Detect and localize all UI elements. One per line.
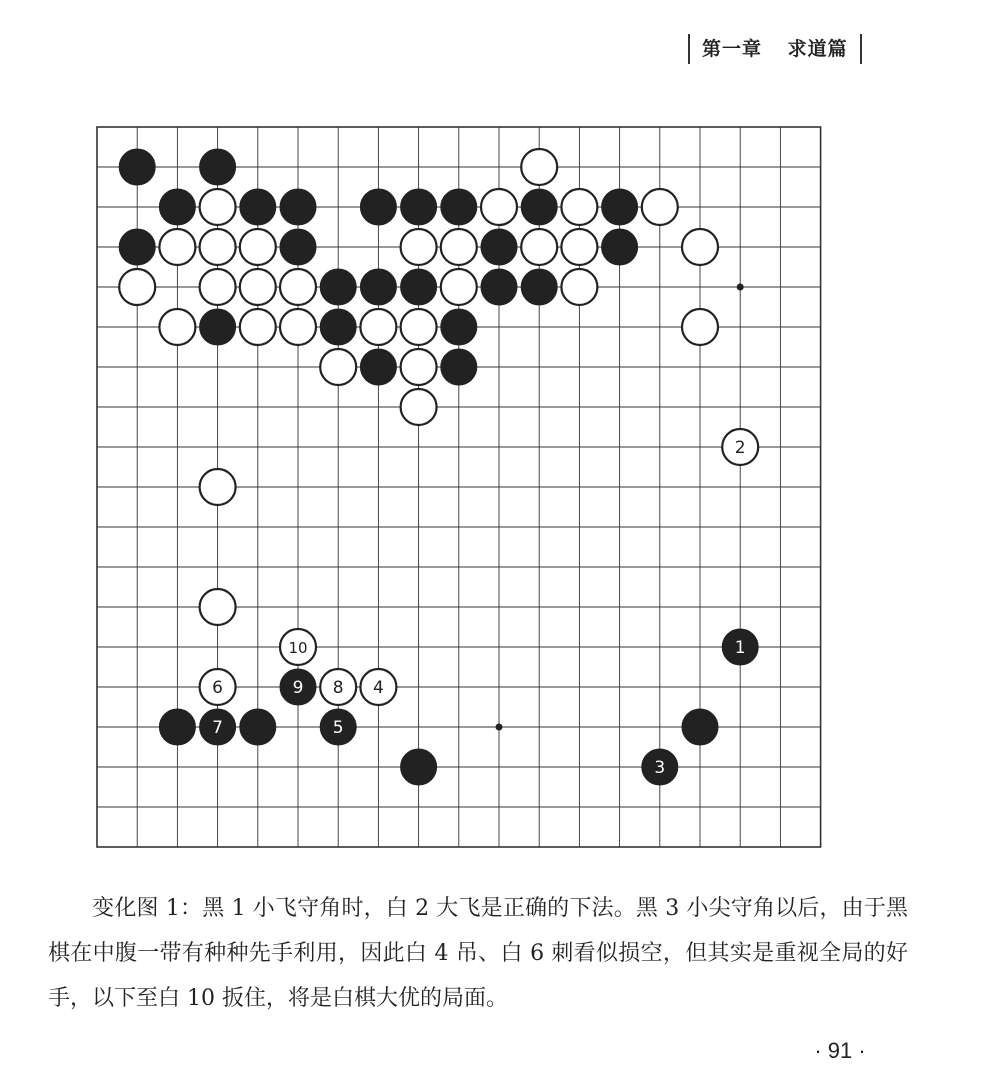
black-stone [521, 269, 557, 305]
page-number: · 91 · [814, 1038, 866, 1063]
black-stone [240, 189, 276, 225]
white-stone [441, 269, 477, 305]
white-stone [200, 269, 236, 305]
black-stone [200, 149, 236, 185]
white-stone [682, 229, 718, 265]
move-number: 7 [212, 718, 224, 738]
move-number: 9 [292, 678, 304, 698]
white-stone [320, 349, 356, 385]
star-point [737, 284, 744, 291]
white-stone [561, 229, 597, 265]
move-number: 10 [288, 639, 308, 657]
black-stone [119, 229, 155, 265]
move-number: 2 [734, 438, 746, 458]
black-stone [401, 269, 437, 305]
chapter-label: 第一章 [702, 38, 763, 60]
black-stone [441, 189, 477, 225]
black-stone [602, 229, 638, 265]
running-head [688, 34, 862, 64]
black-stone [119, 149, 155, 185]
move-number: 4 [372, 678, 384, 698]
white-stone [642, 189, 678, 225]
black-stone [401, 189, 437, 225]
white-stone [159, 229, 195, 265]
black-stone [159, 709, 195, 745]
white-stone [401, 229, 437, 265]
white-stone [280, 269, 316, 305]
black-stone [320, 269, 356, 305]
white-stone [521, 229, 557, 265]
white-stone [200, 469, 236, 505]
section-label: 求道篇 [787, 38, 848, 60]
white-stone [240, 269, 276, 305]
black-stone [280, 229, 316, 265]
black-stone [441, 309, 477, 345]
black-stone [159, 189, 195, 225]
white-stone [119, 269, 155, 305]
white-stone [561, 189, 597, 225]
black-stone [360, 189, 396, 225]
white-stone [240, 309, 276, 345]
diagram-caption [48, 886, 908, 1021]
white-stone [682, 309, 718, 345]
white-stone [401, 349, 437, 385]
caption-text: 变化图 1：黑 1 小飞守角时，白 2 大飞是正确的下法。黑 3 小尖守角以后，由于黑棋在中腹一带有种种先手利用，因此白 4 吊、白 6 刺看似损空，但其实是重视全局的好手，以下至白 10 扳住，将是白棋大优的局面。 [48, 896, 908, 1011]
black-stone [280, 189, 316, 225]
black-stone [682, 709, 718, 745]
move-number: 6 [212, 678, 224, 698]
go-board-diagram [96, 126, 826, 850]
white-stone [240, 229, 276, 265]
white-stone [200, 589, 236, 625]
black-stone [481, 269, 517, 305]
black-stone [200, 309, 236, 345]
black-stone [240, 709, 276, 745]
black-stone [360, 269, 396, 305]
star-point [496, 724, 503, 731]
white-stone [360, 309, 396, 345]
white-stone [280, 309, 316, 345]
black-stone [602, 189, 638, 225]
black-stone [521, 189, 557, 225]
white-stone [521, 149, 557, 185]
white-stone [200, 229, 236, 265]
move-number: 5 [332, 718, 344, 738]
black-stone [360, 349, 396, 385]
white-stone [481, 189, 517, 225]
black-stone [401, 749, 437, 785]
white-stone [401, 389, 437, 425]
white-stone [401, 309, 437, 345]
black-stone [320, 309, 356, 345]
move-number: 1 [734, 638, 746, 658]
white-stone [561, 269, 597, 305]
black-stone [481, 229, 517, 265]
white-stone [441, 229, 477, 265]
move-number: 8 [332, 678, 344, 698]
move-number: 3 [654, 758, 666, 778]
black-stone [441, 349, 477, 385]
white-stone [200, 189, 236, 225]
white-stone [159, 309, 195, 345]
